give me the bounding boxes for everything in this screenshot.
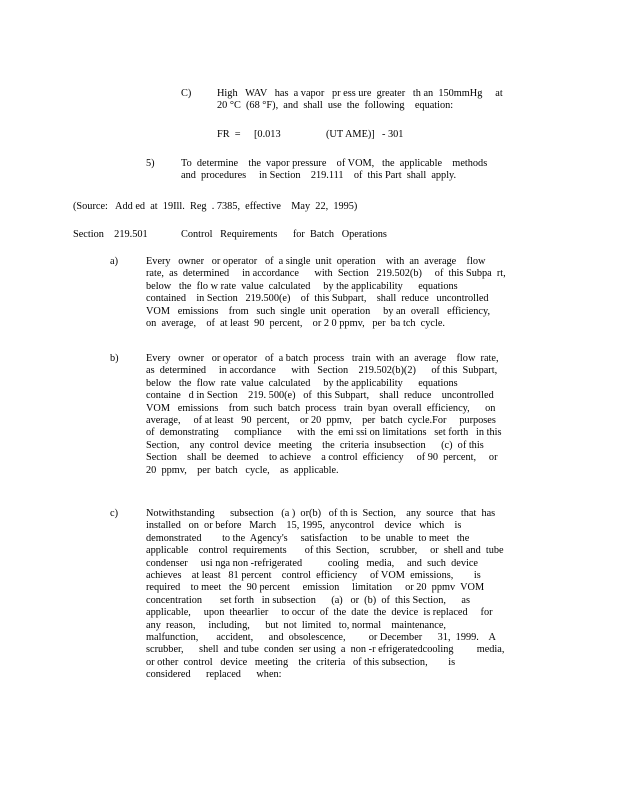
sub-c-line: scrubber, shell and tube conden ser using a non -r efrigeratedcooling media, [146,644,505,656]
sub-c-paragraph [146,508,506,682]
sub-c-line: condenser usi nga non -refrigerated cooling media, and such device [146,557,478,569]
sub-c-line: required to meet the 90 percent emission limitation or 20 ppmv VOM [146,582,485,594]
section-title: Control Requirements for Batch Operations [181,229,387,240]
sub-c-line: concentration set forth in subsection (a) or (b) of this Section, as [146,594,470,606]
equation-coefficient: [0.013 [254,129,281,140]
section-number: Section 219.501 [73,229,148,240]
item-c-marker: C) [181,88,192,99]
item-c-paragraph [217,88,507,113]
sub-a-marker: a) [110,256,118,267]
sub-a-line: below the flo w rate value calculated by the applicability equations [146,280,458,292]
sub-b-line: 20 ppmv, per batch cycle, as applicable. [146,464,339,476]
sub-b-line: containe d in Section 219. 500(e) of this Subpart, shall reduce uncontrolled [146,390,494,402]
sub-c-marker: c) [110,508,118,519]
sub-a-line: Every owner or operator of a single unit operation with an average flow [146,256,486,267]
sub-b-line: as determined in accordance with Section 219.502(b)(2) of this Subpart, [146,365,498,377]
sub-c-line: Notwithstanding subsection (a ) or(b) of th is Section, any source that has [146,508,496,519]
item-c-line: 20 °C (68 °F), and shall use the following equation: [217,100,454,112]
sub-a-line: contained in Section 219.500(e) of this Subpart, shall reduce uncontrolled [146,293,489,305]
item-c-line: High WAV has a vapor pr ess ure greater th an 150mmHg at [217,88,503,99]
equation-term: (UT AME)] [326,129,375,140]
sub-c-line: applicable, upon theearlier to occur of the date the device is replaced for [146,607,493,619]
sub-c-line: achieves at least 81 percent control efficiency of VOM emissions, is [146,570,481,582]
item-5-paragraph [181,158,491,183]
item-5-line: To determine the vapor pressure of VOM, the applicable methods [181,158,488,169]
sub-c-line: demonstrated to the Agency's satisfaction to be unable to meet the [146,532,470,544]
sub-a-paragraph [146,256,506,330]
sub-b-line: average, of at least 90 percent, or 20 ppmv, per batch cycle.For purposes [146,415,496,427]
item-5-marker: 5) [146,158,155,169]
sub-a-line: rate, as determined in accordance with Section 219.502(b) of this Subpa rt, [146,268,506,280]
sub-c-line: malfunction, accident, and obsolescence, or December 31, 1999. A [146,632,496,644]
sub-c-line: or other control device meeting the criteria of this subsection, is [146,656,456,668]
sub-c-line: applicable control requirements of this Section, scrubber, or shell and tube [146,545,504,557]
sub-c-line: any reason, including, but not limited to, normal maintenance, [146,619,446,631]
sub-b-line: Every owner or operator of a batch process train with an average flow rate, [146,353,499,364]
equation-lhs: FR = [217,129,241,140]
sub-b-line: below the flow rate value calculated by the applicability equations [146,377,458,389]
sub-c-line: installed on or before March 15, 1995, anycontrol device which is [146,520,462,532]
equation-constant: - 301 [382,129,404,140]
sub-b-line: of demonstrating compliance with the emi ssi on limitations set forth in this [146,427,502,439]
sub-b-line: Section shall be deemed to achieve a control efficiency of 90 percent, or [146,452,498,464]
item-5-line: and procedures in Section 219.111 of this Part shall apply. [181,170,457,182]
sub-b-line: Section, any control device meeting the criteria insubsection (c) of this [146,439,484,451]
sub-b-paragraph [146,353,506,477]
source-note: (Source: Add ed at 19Ill. Reg . 7385, effective May 22, 1995) [73,201,358,212]
sub-a-line: VOM emissions from such single unit operation by an overall efficiency, [146,305,491,317]
sub-b-line: VOM emissions from such batch process train byan overall efficiency, on [146,402,496,414]
sub-b-marker: b) [110,353,119,364]
sub-c-line: considered replaced when: [146,669,282,681]
sub-a-line: on average, of at least 90 percent, or 2 0 ppmv, per ba tch cycle. [146,318,445,330]
